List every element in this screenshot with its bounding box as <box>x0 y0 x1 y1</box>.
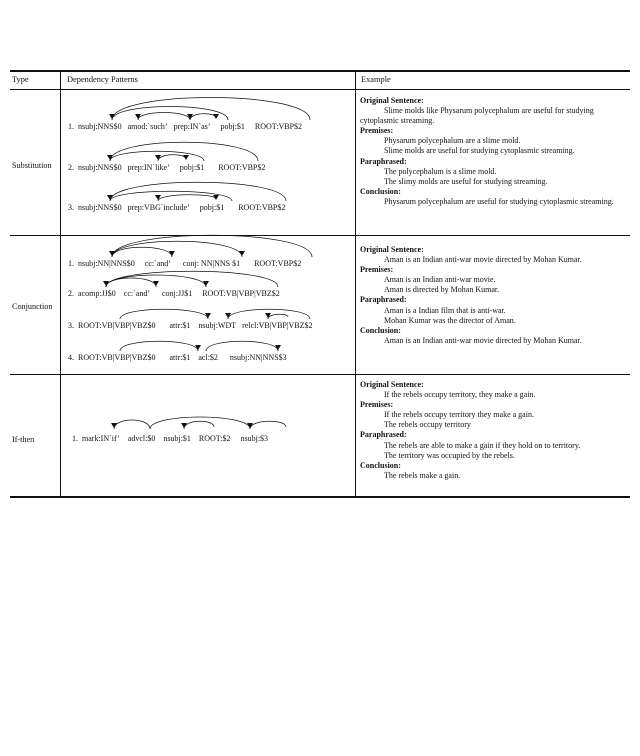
pattern-token: pobj:$1 <box>179 163 205 172</box>
pattern-if-then-1 <box>72 434 268 444</box>
original-sentence: If the rebels occupy territory, they make a gain. <box>384 390 536 400</box>
conclusion-label: Conclusion: <box>360 460 401 470</box>
pattern-token: ROOT:VB|VBP|VBZ$0 <box>78 353 156 362</box>
row-type-substitution: Substitution <box>12 161 52 170</box>
pattern-number: 2. <box>68 163 74 172</box>
pattern-token: pobj:$1 <box>199 203 225 212</box>
paraphrase: Aman is a Indian film that is anti-war. <box>384 305 506 315</box>
pattern-token: amod:`such’ <box>127 122 168 131</box>
pattern-token: conj: NN|NNS $1 <box>182 259 241 268</box>
pattern-number: 2. <box>68 289 74 298</box>
conclusion-label: Conclusion: <box>360 186 401 196</box>
header-example: Example <box>361 75 391 84</box>
premise: The rebels occupy territory <box>384 420 471 430</box>
row-type-if-then: If-then <box>12 435 35 444</box>
original-sentence: Aman is an Indian anti-war movie directed by Mohan Kumar. <box>384 255 582 265</box>
pattern-token: ROOT:VBP$2 <box>238 203 286 212</box>
example-substitution <box>360 96 622 207</box>
original-label: Original Sentence: <box>360 96 424 105</box>
pattern-token: prep:IN`as’ <box>173 122 211 131</box>
pattern-token: acl:$2 <box>198 353 218 362</box>
pattern-token: prep:VBG`include’ <box>127 203 190 212</box>
pattern-token: attr:$1 <box>169 353 191 362</box>
pattern-token: ROOT:VB|VBP|VBZ$2 <box>202 289 280 298</box>
premises-label: Premises: <box>360 400 394 410</box>
pattern-number: 1. <box>72 434 78 443</box>
pattern-number: 3. <box>68 203 74 212</box>
premise: Slime molds are useful for studying cytoplasmic streaming. <box>384 146 575 156</box>
pattern-token: attr:$1 <box>169 321 191 330</box>
column-divider-2 <box>355 70 356 497</box>
pattern-token: cc:`and’ <box>123 289 150 298</box>
pattern-token: advcl:$0 <box>127 434 156 443</box>
paraphrase: The polycephalum is a slime mold. <box>384 166 497 176</box>
paraphrased-label: Paraphrased: <box>360 156 407 166</box>
pattern-token: nsubj:NNS$0 <box>78 122 122 131</box>
pattern-token: conj:JJ$1 <box>161 289 193 298</box>
pattern-token: nsubj:$3 <box>240 434 269 443</box>
pattern-number: 3. <box>68 321 74 330</box>
header-patterns: Dependency Patterns <box>67 75 138 84</box>
pattern-token: pobj:$1 <box>220 122 245 131</box>
pattern-token: prep:IN`like’ <box>127 163 170 172</box>
original-label: Original Sentence: <box>360 245 424 254</box>
pattern-token: nsubj:$1 <box>163 434 191 443</box>
example-if-then <box>360 380 622 481</box>
premise: Physarum polycephalum are a slime mold. <box>384 136 521 146</box>
premises-label: Premises: <box>360 265 394 275</box>
pattern-token: mark:IN`if’ <box>82 434 120 443</box>
pattern-token: ROOT:VBP$2 <box>254 259 302 268</box>
conclusion: Aman is an Indian anti-war movie directed by Mohan Kumar. <box>384 335 582 345</box>
conclusion: The rebels make a gain. <box>384 470 461 480</box>
paraphrase: The territory was occupied by the rebels. <box>384 450 515 460</box>
pattern-token: nsubj:NN|NNS$3 <box>229 353 287 362</box>
row-type-conjunction: Conjunction <box>12 302 53 311</box>
paraphrase: The rebels are able to make a gain if they hold on to territory. <box>384 440 581 450</box>
pattern-token: nsubj:NNS$0 <box>78 203 122 212</box>
paraphrased-label: Paraphrased: <box>360 430 407 440</box>
pattern-token: relcl:VB|VBP|VBZ$2 <box>242 321 313 330</box>
pattern-token: ROOT:VBP$2 <box>254 122 303 131</box>
pattern-token: nsubj:NN|NNS$0 <box>78 259 135 268</box>
conclusion-label: Conclusion: <box>360 325 401 335</box>
pattern-token: cc:`and’ <box>144 259 171 268</box>
pattern-token: ROOT:VBP$2 <box>218 163 266 172</box>
pattern-number: 4. <box>68 353 74 362</box>
premises-label: Premises: <box>360 126 394 136</box>
premise: Aman is an Indian anti-war movie. <box>384 275 496 285</box>
premise: If the rebels occupy territory they make a gain. <box>384 410 534 420</box>
pattern-token: nsubj:WDT <box>198 321 237 330</box>
conclusion: Physarum polycephalum are useful for studying cytoplasmic streaming. <box>384 196 614 206</box>
pattern-number: 1. <box>68 259 74 268</box>
pattern-token: ROOT:VB|VBP|VBZ$0 <box>78 321 156 330</box>
pattern-token: ROOT:$2 <box>198 434 231 443</box>
paraphrase: Mohan Kumar was the director of Aman. <box>384 315 516 325</box>
pattern-number: 1. <box>68 122 74 131</box>
example-conjunction <box>360 245 622 346</box>
header-type: Type <box>12 75 29 84</box>
dependency-arcs-if-then-1 <box>10 70 355 497</box>
premise: Aman is directed by Mohan Kumar. <box>384 285 500 295</box>
original-sentence: Slime molds like Physarum polycephalum are useful for studying cytoplasmic streaming. <box>360 106 594 126</box>
pattern-token: acomp:JJ$0 <box>78 289 116 298</box>
original-label: Original Sentence: <box>360 380 424 389</box>
paraphrased-label: Paraphrased: <box>360 295 407 305</box>
pattern-token: nsubj:NNS$0 <box>78 163 122 172</box>
paraphrase: The slimy molds are useful for studying streaming. <box>384 176 548 186</box>
